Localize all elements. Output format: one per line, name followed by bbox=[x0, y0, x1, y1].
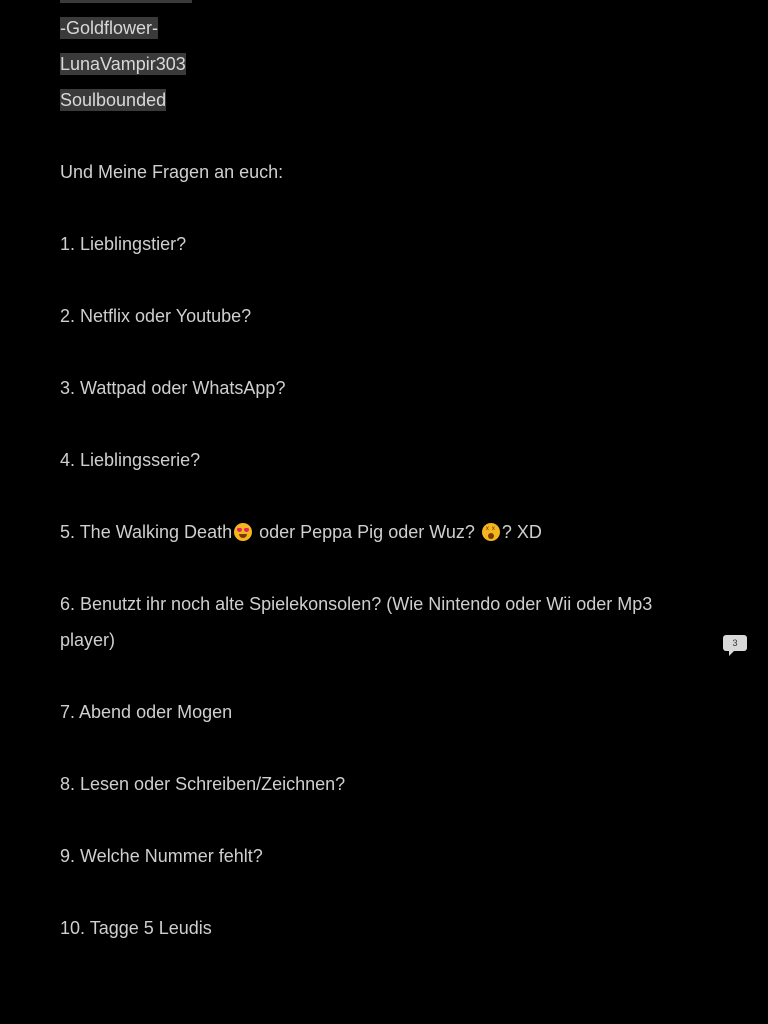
question-6-line-2: player) bbox=[60, 630, 116, 650]
tagged-user-line bbox=[60, 53, 186, 75]
question-5-text-a: 5. The Walking Death bbox=[60, 522, 233, 542]
question-2: 2. Netflix oder Youtube? bbox=[60, 306, 252, 326]
question-4: 4. Lieblingsserie? bbox=[60, 450, 201, 470]
tagged-user-line bbox=[60, 17, 158, 39]
question-5 bbox=[60, 521, 542, 543]
highlight-remnant bbox=[60, 0, 192, 3]
astonished-emoji-icon: x x bbox=[482, 523, 500, 541]
question-3: 3. Wattpad oder WhatsApp? bbox=[60, 378, 286, 398]
heart-eyes-emoji-icon bbox=[234, 523, 252, 541]
question-5-text-b: oder Peppa Pig oder Wuz? bbox=[254, 522, 480, 542]
question-10: 10. Tagge 5 Leudis bbox=[60, 918, 212, 938]
comment-bubble-icon[interactable] bbox=[723, 635, 747, 651]
question-5-text-c: ? XD bbox=[501, 522, 542, 542]
question-6-line-1: 6. Benutzt ihr noch alte Spielekonsolen? (Wie Nintendo oder Wii oder Mp3 bbox=[60, 594, 653, 614]
tagged-user[interactable]: LunaVampir303 bbox=[60, 54, 186, 74]
question-9: 9. Welche Nummer fehlt? bbox=[60, 846, 263, 866]
question-8: 8. Lesen oder Schreiben/Zeichnen? bbox=[60, 774, 346, 794]
comment-count: 3 bbox=[732, 638, 738, 648]
tagged-user[interactable]: Soulbounded bbox=[60, 90, 167, 110]
tagged-user-line bbox=[60, 89, 166, 111]
question-1: 1. Lieblingstier? bbox=[60, 234, 187, 254]
question-7: 7. Abend oder Mogen bbox=[60, 702, 233, 722]
tagged-user[interactable]: -Goldflower- bbox=[60, 18, 159, 38]
questions-intro: Und Meine Fragen an euch: bbox=[60, 162, 284, 182]
